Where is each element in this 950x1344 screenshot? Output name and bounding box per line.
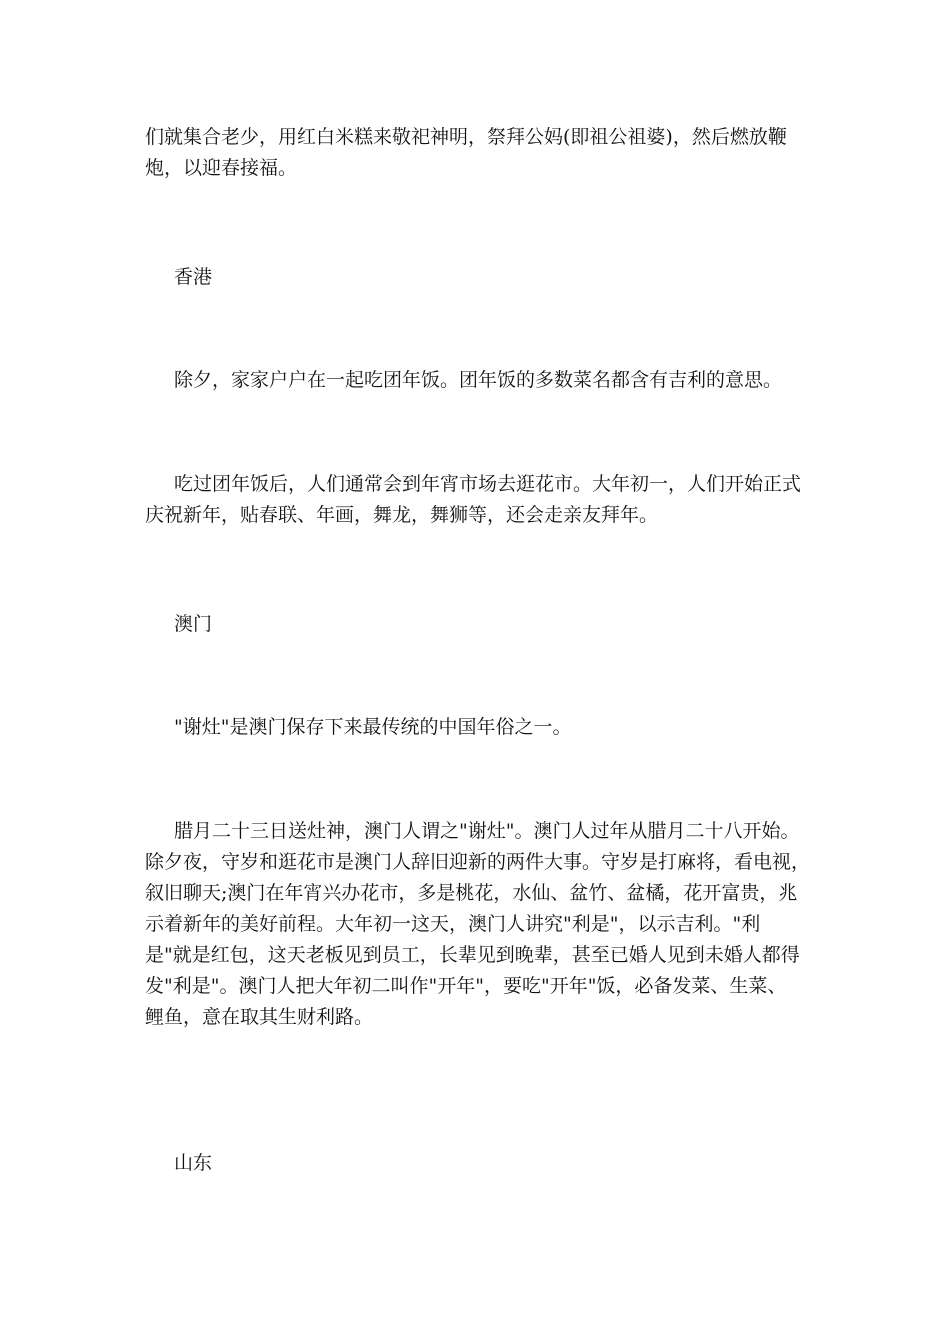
- paragraph-intro: [145, 122, 810, 184]
- text-line: 叙旧聊天;澳门在年宵兴办花市，多是桃花，水仙、盆竹、盆橘，花开富贵，兆: [145, 882, 798, 904]
- paragraph-macau-1: [145, 712, 810, 743]
- section-heading-shandong: 山东: [174, 1152, 213, 1174]
- text-line: 是"就是红包，这天老板见到员工，长辈见到晚辈，甚至已婚人见到未婚人都得: [145, 944, 800, 966]
- text-line: 腊月二十三日送灶神，澳门人谓之"谢灶"。澳门人过年从腊月二十八开始。: [174, 820, 800, 842]
- text-line: 除夕夜，守岁和逛花市是澳门人辞旧迎新的两件大事。守岁是打麻将，看电视，: [145, 851, 811, 873]
- paragraph-macau-2: [145, 816, 810, 1033]
- text-line: 示着新年的美好前程。大年初一这天，澳门人讲究"利是"，以示吉利。"利: [145, 913, 761, 935]
- text-line: 炮，以迎春接福。: [145, 157, 298, 179]
- paragraph-hongkong-2: [145, 469, 810, 531]
- section-heading-macau: 澳门: [174, 613, 213, 635]
- text-line: 们就集合老少，用红白米糕来敬祀神明，祭拜公妈(即祖公祖婆)，然后燃放鞭: [145, 126, 787, 148]
- text-line: "谢灶"是澳门保存下来最传统的中国年俗之一。: [174, 716, 572, 738]
- paragraph-hongkong-1: [145, 365, 810, 396]
- text-line: 庆祝新年，贴春联、年画，舞龙，舞狮等，还会走亲友拜年。: [145, 504, 659, 526]
- section-heading-hongkong: 香港: [174, 266, 213, 288]
- text-line: 吃过团年饭后，人们通常会到年宵市场去逛花市。大年初一，人们开始正式: [174, 473, 802, 495]
- text-line: 鲤鱼，意在取其生财利路。: [145, 1006, 374, 1028]
- text-line: 发"利是"。澳门人把大年初二叫作"开年"，要吃"开年"饭，必备发菜、生菜、: [145, 975, 787, 997]
- text-line: 除夕，家家户户在一起吃团年饭。团年饭的多数菜名都含有吉利的意思。: [174, 369, 783, 391]
